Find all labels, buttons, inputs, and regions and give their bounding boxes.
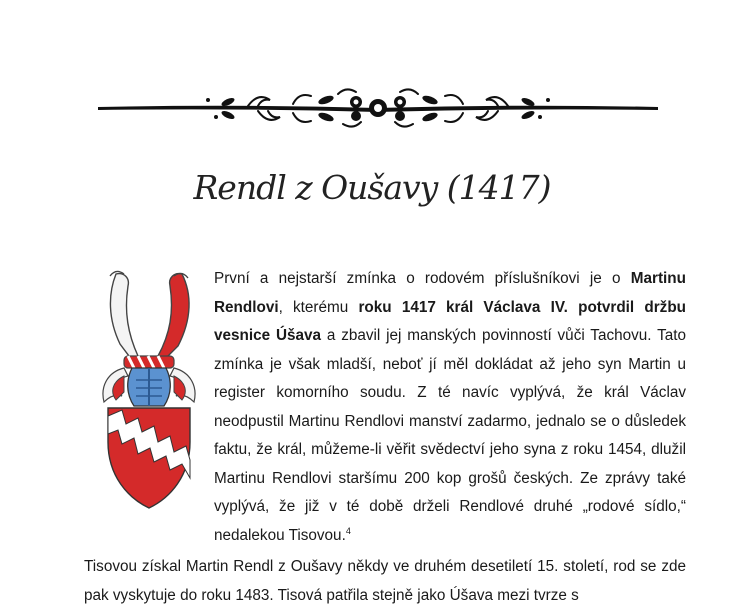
- decorative-ornament: [98, 84, 658, 132]
- paragraph-1-text-b: , kterému: [278, 298, 359, 316]
- footnote-marker[interactable]: 4: [345, 525, 351, 536]
- paragraph-1: [214, 265, 686, 550]
- paragraph-1-text-a: První a nejstarší zmínka o rodovém příslušníkovi je o: [214, 270, 631, 287]
- coat-of-arms-image: [94, 264, 204, 514]
- paragraph-1-bold-b: roku 1417 král Václava IV. potvrdil držbu vesnice Úšava: [214, 298, 687, 344]
- paragraph-1-bold-a: Martinu Rendlovi: [214, 270, 686, 316]
- page-title: Rendl z Oušavy (1417): [193, 168, 551, 207]
- paragraph-2: Tisovou získal Martin Rendl z Oušavy někdy ve druhém desetiletí 15. století, rod se zde pak vyskytuje do roku 1483. Tisová patřila stejně jako Úšava mezi tvrze s: [84, 558, 686, 604]
- paragraph-1-text-c: a zbavil jej manských povinností vůči Tachovu. Tato zmínka je však mladší, neboť jí měl dokládat až jeho syn Martin u register komorního soudu. Z té navíc vyplývá, že král Václav neodpustil Martinu Rendlovi manství zadarmo, jednalo se o důsledek faktu, že král, můžeme-li věřit svědectví jeho syna z roku 1454, dlužil Martinu Rendlovi staršímu 200 kop grošů českých. Ze zprávy také vyplývá, že již v té době drželi Rendlové druhé „rodové sídlo,“ nedalekou Tisovou.: [214, 327, 686, 544]
